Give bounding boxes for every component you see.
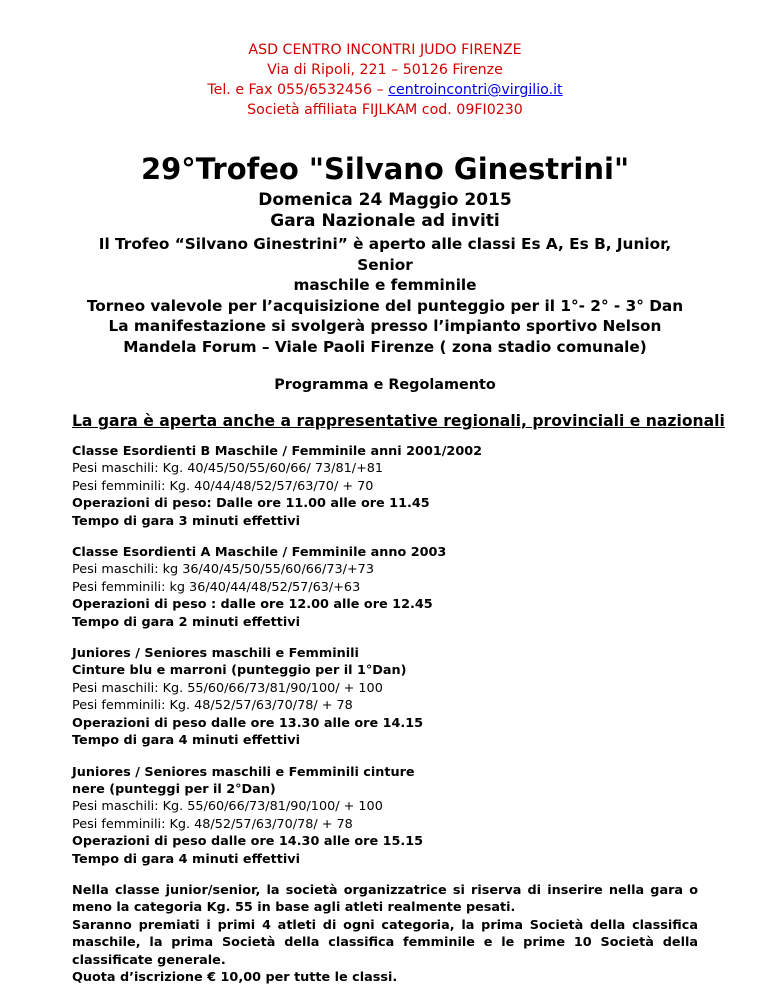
- intro-line: Il Trofeo “Silvano Ginestrini” è aperto alle classi Es A, Es B, Junior, Senior: [98, 235, 672, 274]
- female-weights: Pesi femminili: kg 36/40/44/48/52/57/63/+63: [72, 579, 361, 595]
- page-title: 29°Trofeo "Silvano Ginestrini": [140, 152, 630, 186]
- fee-note: Quota d’iscrizione € 10,00 per tutte le classi.: [72, 969, 398, 985]
- letterhead: [72, 40, 698, 120]
- weigh-in-time: Operazioni di peso dalle ore 14.30 alle ore 15.15: [72, 834, 424, 850]
- intro-block: [72, 234, 698, 357]
- section-juniores-seniores-1dan: [72, 645, 698, 749]
- weigh-in-time: Operazioni di peso dalle ore 13.30 alle ore 14.15: [72, 715, 424, 731]
- match-duration: Tempo di gara 4 minuti effettivi: [72, 851, 300, 867]
- org-address: Via di Ripoli, 221 – 50126 Firenze: [267, 62, 503, 78]
- contact-line: [72, 80, 698, 100]
- male-weights: Pesi maschili: kg 36/40/45/50/55/60/66/73/+73: [72, 562, 374, 578]
- intro-line: Torneo valevole per l’acquisizione del punteggio per il 1°- 2° - 3° Dan: [86, 296, 684, 315]
- rules-notes: [72, 882, 698, 986]
- program-heading: Programma e Regolamento: [274, 377, 496, 393]
- affiliation: Società affiliata FIJLKAM cod. 09FI0230: [247, 102, 523, 118]
- female-weights: Pesi femminili: Kg. 48/52/57/63/70/78/ + 78: [72, 816, 353, 832]
- match-duration: Tempo di gara 2 minuti effettivi: [72, 614, 300, 630]
- section-heading: Juniores / Seniores maschili e Femminili: [72, 646, 359, 662]
- female-weights: Pesi femminili: Kg. 40/44/48/52/57/63/70/ + 70: [72, 478, 374, 494]
- phone-fax: Tel. e Fax 055/6532456 –: [207, 82, 389, 98]
- section-esordienti-b: [72, 443, 698, 530]
- event-date: Domenica 24 Maggio 2015: [258, 190, 512, 210]
- weigh-in-time: Operazioni di peso: Dalle ore 11.00 alle ore 11.45: [72, 496, 430, 512]
- female-weights: Pesi femminili: Kg. 48/52/57/63/70/78/ + 78: [72, 698, 353, 714]
- weigh-in-time: Operazioni di peso : dalle ore 12.00 alle ore 12.45: [72, 597, 433, 613]
- section-heading: Classe Esordienti B Maschile / Femminile anni 2001/2002: [72, 444, 483, 459]
- section-subheading: Cinture blu e marroni (punteggio per il 1°Dan): [72, 663, 407, 679]
- male-weights: Pesi maschili: Kg. 55/60/66/73/81/90/100/ + 100: [72, 799, 383, 815]
- male-weights: Pesi maschili: Kg. 40/45/50/55/60/66/ 73/81/+81: [72, 461, 384, 477]
- section-heading: Juniores / Seniores maschili e Femminili cinture: [72, 764, 415, 780]
- intro-line: maschile e femminile: [293, 276, 477, 294]
- intro-line: Mandela Forum – Viale Paoli Firenze ( zona stadio comunale): [123, 337, 647, 356]
- male-weights: Pesi maschili: Kg. 55/60/66/73/81/90/100/ + 100: [72, 680, 383, 696]
- event-type: Gara Nazionale ad inviti: [270, 211, 500, 231]
- org-name: ASD CENTRO INCONTRI JUDO FIRENZE: [248, 42, 522, 58]
- email-link[interactable]: centroincontri@virgilio.it: [388, 82, 563, 98]
- section-subheading: nere (punteggi per il 2°Dan): [72, 781, 276, 797]
- document-page: [72, 40, 725, 986]
- section-heading: Classe Esordienti A Maschile / Femminile anno 2003: [72, 545, 447, 561]
- prizes-note: Saranno premiati i primi 4 atleti di ogni categoria, la prima Società della classifica maschile, la prima Società della classifica femminile e le prime 10 Società della classificate generale.: [72, 917, 698, 968]
- match-duration: Tempo di gara 4 minuti effettivi: [72, 733, 300, 749]
- section-esordienti-a: [72, 544, 698, 631]
- section-juniores-seniores-2dan: [72, 764, 698, 868]
- intro-line: La manifestazione si svolgerà presso l’impianto sportivo Nelson: [108, 317, 662, 335]
- category-note: Nella classe junior/senior, la società organizzatrice si riserva di inserire nella gara o meno la categoria Kg. 55 in base agli atleti realmente pesati.: [72, 882, 698, 916]
- open-note: La gara è aperta anche a rappresentative regionali, provinciali e nazionali: [72, 412, 725, 430]
- match-duration: Tempo di gara 3 minuti effettivi: [72, 513, 300, 529]
